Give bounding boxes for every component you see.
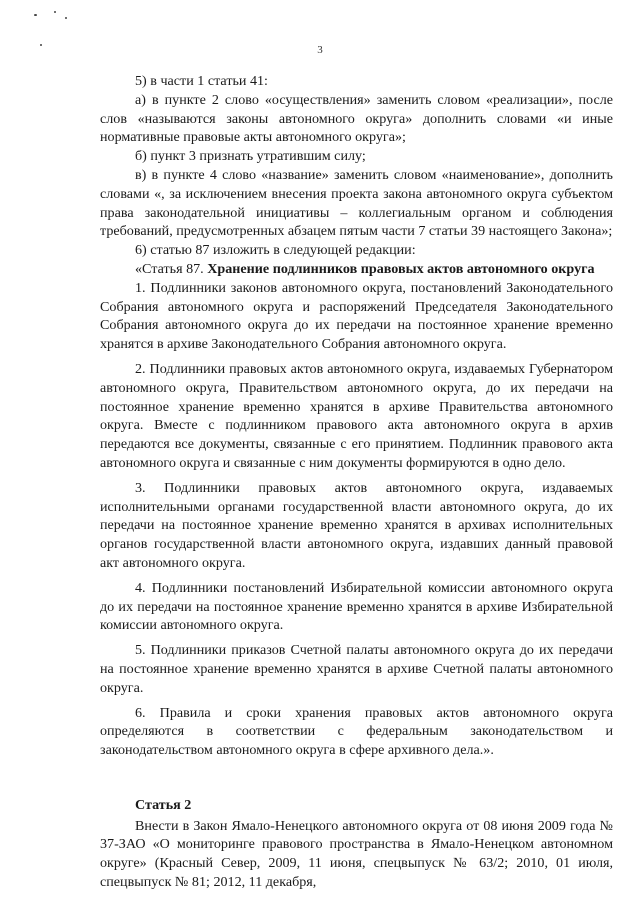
article-item: 6. Правила и сроки хранения правовых актов автономного округа определяются в соответствии с федеральным законодательством и законодательством автономного округа в сфере архивного дела.». (100, 704, 613, 759)
paragraph: 6) статью 87 изложить в следующей редакции: (135, 242, 416, 259)
article-2-text: Внести в Закон Ямало-Ненецкого автономного округа от 08 июня 2009 года № 37-ЗАО «О мониторинге правового пространства в Ямало-Ненецком автономном округе» (Красный Север, 2009, 11 июня, спецвыпуск № 63/2; 2010, 01 июля, спецвыпуск № 81; 2012, 11 декабря, (100, 817, 613, 891)
article-item: 5. Подлинники приказов Счетной палаты автономного округа до их передачи на постоянное хранение временно хранятся в архиве Счетной палаты автономного округа. (100, 642, 613, 696)
article-87-prefix: «Статья 87. (135, 260, 204, 277)
article-87-heading (100, 260, 613, 279)
article-item: 2. Подлинники правовых актов автономного округа, издаваемых Губернатором автономного округа, Правительством автономного округа, до их передачи на постоянное хранение временно хранятся в архиве Правительства автономного округа. Вместе с подлинником правового акта автономного округа в архив передаются все документы, связанные с его принятием. Подлинник правового акта автономного округа и связанные с ним документы формируются в одно дело. (100, 360, 613, 471)
article-item: 3. Подлинники правовых актов автономного округа, издаваемых исполнительными органами государственной власти автономного округа, до их передачи на постоянное хранение временно хранятся в архивах исполнительных органов государственной власти автономного округа, издавших данный правовой акт автономного округа. (100, 479, 613, 571)
paragraph: а) в пункте 2 слово «осуществления» заменить словом «реализации», после слов «называются законы автономного округа» дополнить словами «и иные нормативные правовые акты автономного округа»; (100, 91, 613, 146)
paragraph: в) в пункте 4 слово «название» заменить словом «наименование», дополнить словами «, за исключением внесения проекта закона автономного округа субъектом права законодательной инициативы – коллегиальным органом и соблюдения требований, предусмотренных абзацем пятым части 7 статьи 39 настоящего Закона»; (100, 166, 613, 240)
paragraph: 5) в части 1 статьи 41: (135, 73, 268, 89)
article-2-heading: Статья 2 (135, 796, 192, 813)
scan-speck (54, 11, 56, 13)
paragraph: б) пункт 3 признать утратившим силу; (135, 148, 366, 165)
document-body (100, 72, 613, 892)
article-item: 4. Подлинники постановлений Избирательной комиссии автономного округа до их передачи на постоянное хранение временно хранятся в архиве Избирательной комиссии автономного округа. (100, 579, 613, 634)
scan-speck (65, 17, 67, 19)
page-number: 3 (317, 44, 323, 56)
article-87-title: Хранение подлинников правовых актов автономного округа (207, 260, 595, 277)
article-item: 1. Подлинники законов автономного округа, постановлений Законодательного Собрания автономного округа и распоряжений Председателя Законодательного Собрания автономного округа до их передачи на постоянное хранение временно хранятся в архиве Законодательного Собрания автономного округа. (100, 279, 613, 353)
scan-speck (34, 14, 37, 16)
